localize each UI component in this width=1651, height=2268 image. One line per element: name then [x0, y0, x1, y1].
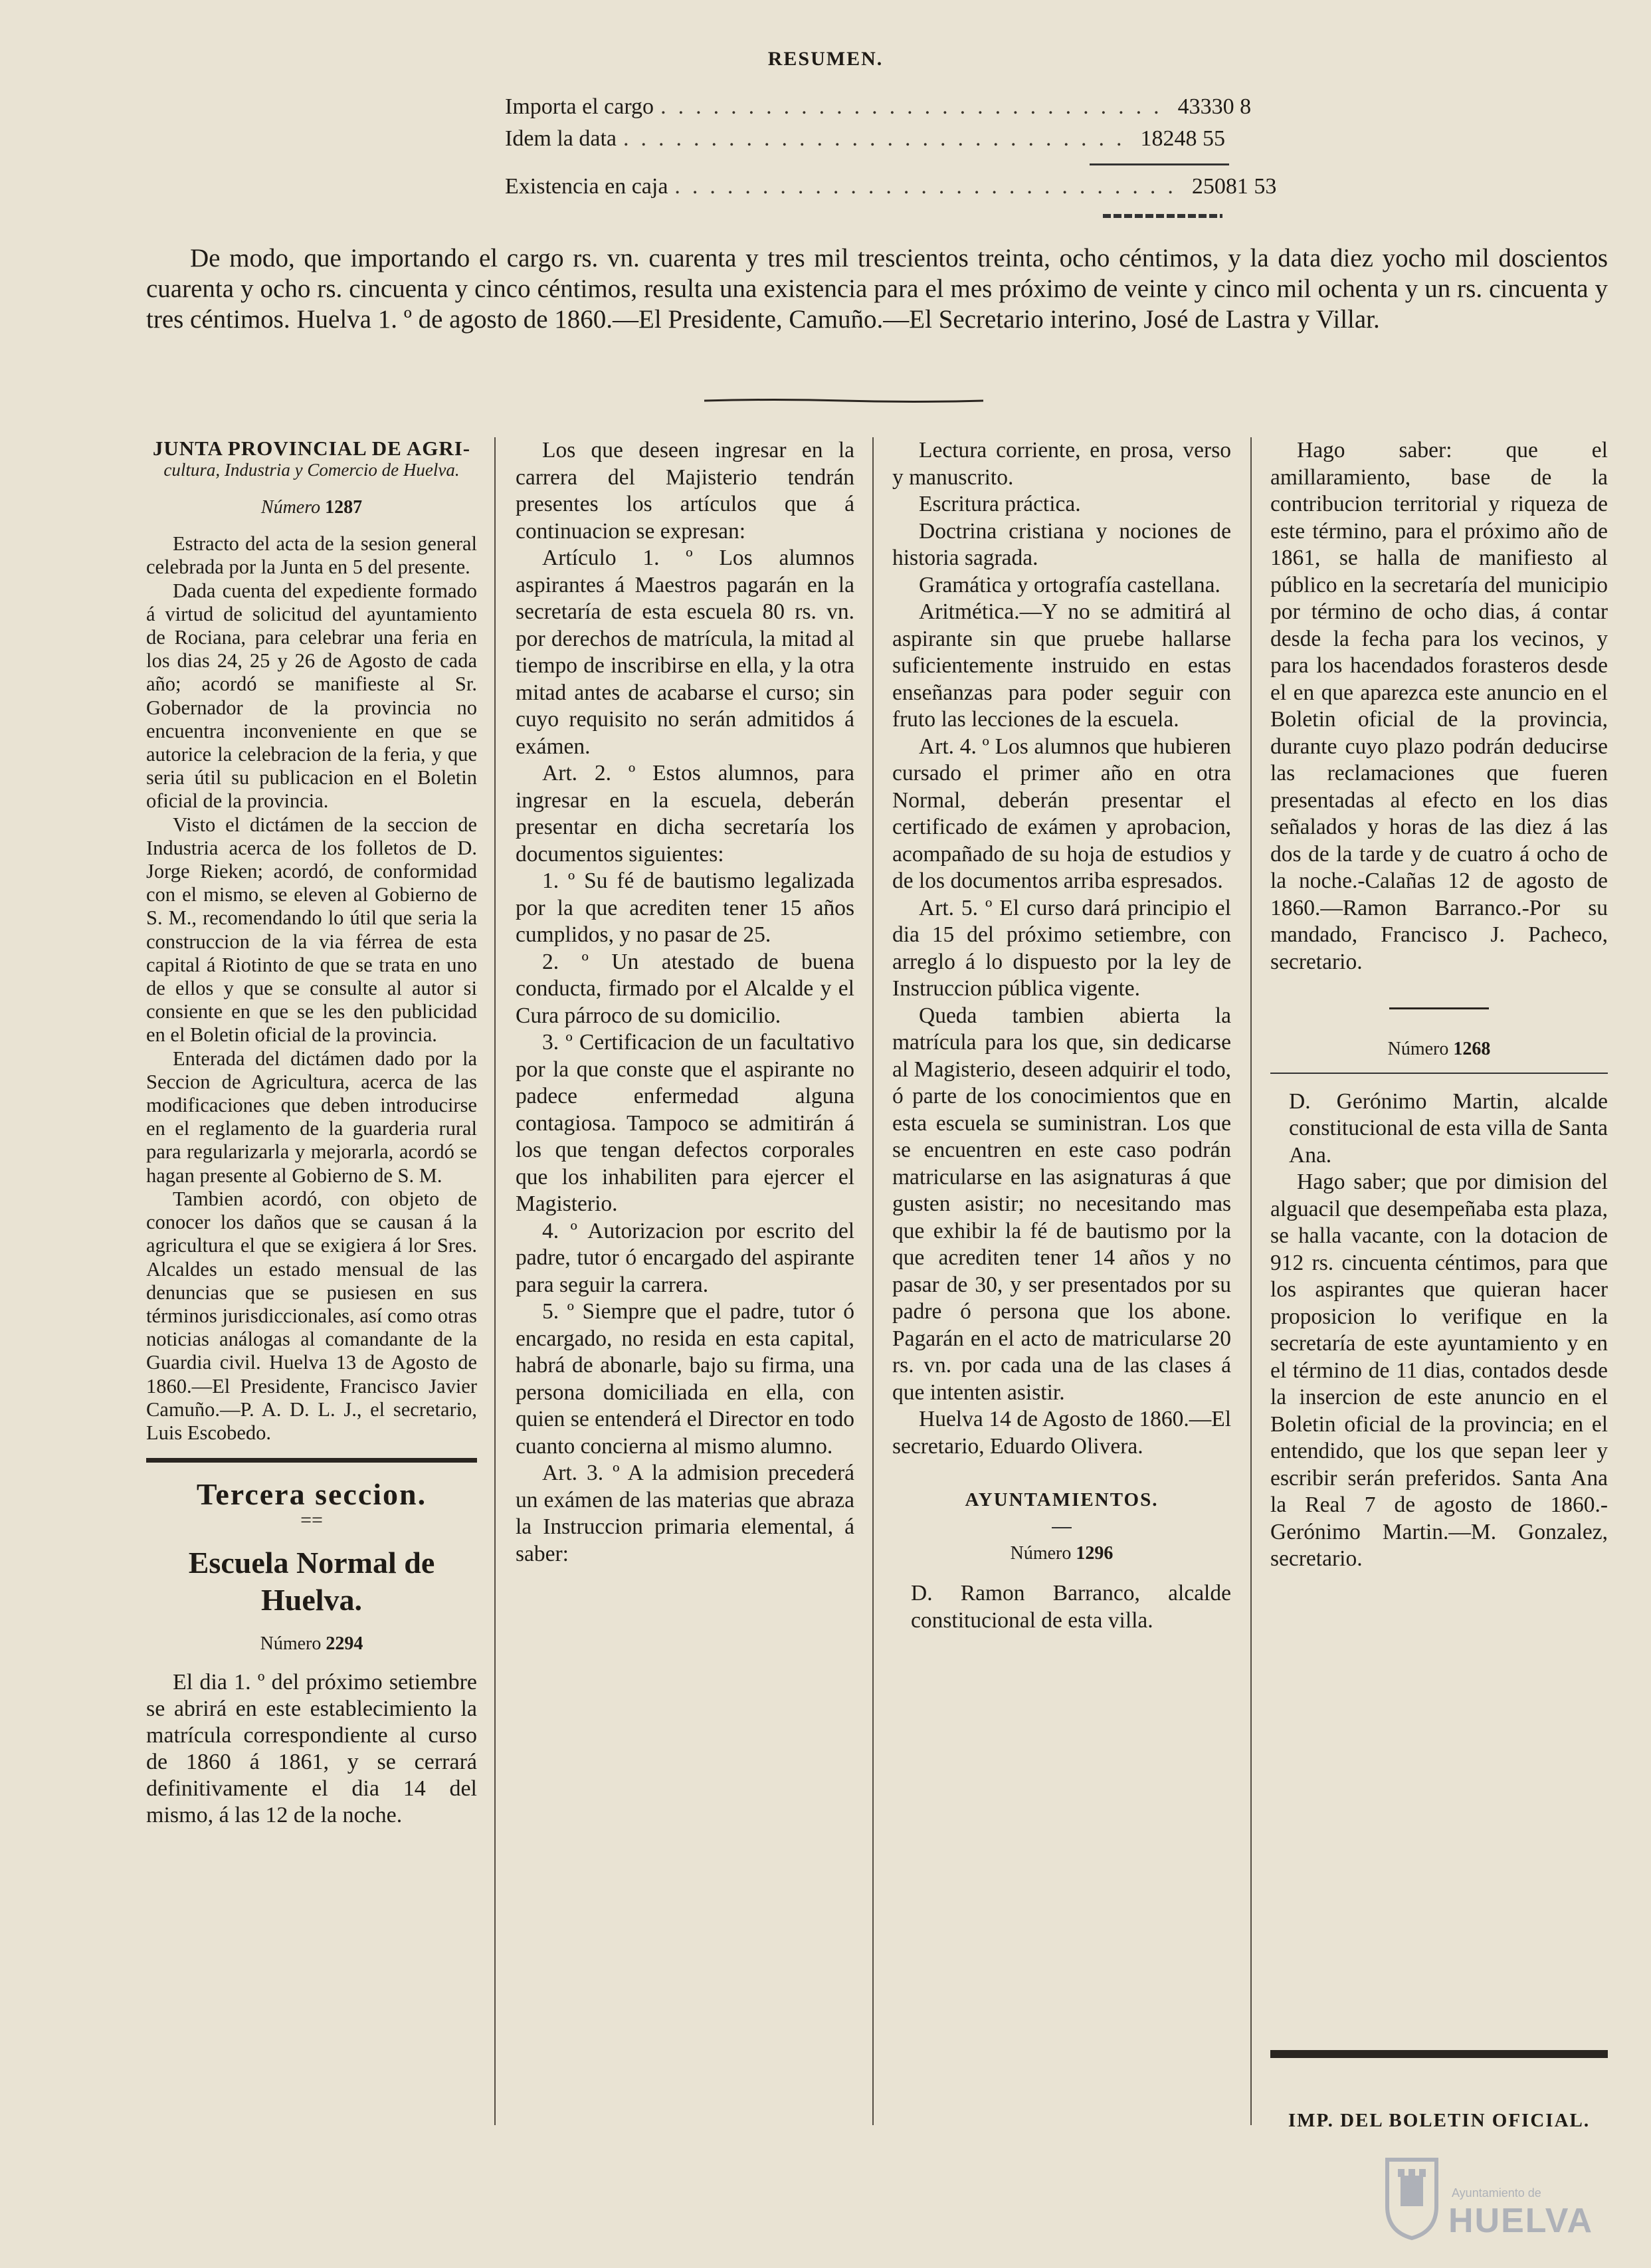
escuela-item: 3. º Certificacion de un facultativo por la que conste que el aspirante no padece enfermedad alguna contagiosa. Tampoco se admitirán á los que tengan defectos corporales que los inhabiliten para ejercer el Magisterio.	[516, 1030, 854, 1216]
junta-paragraph: Tambien acordó, con objeto de conocer los daños que se causan á la agricultura el que se exigiera á lor Sres. Alcaldes un estado mensual de las denuncias que se pusiesen en sus términos jurisdiccionales, así como otras noticias análogas al comandante de la Guardia civil. Huelva 13 de Agosto de 1860.—El Presidente, Francisco Javier Camuño.—P. A. D. L. J., el secretario, Luis Escobedo.	[146, 1187, 477, 1444]
escuela-paragraph: Queda tambien abierta la matrícula para los que, sin dedicarse al Magisterio, deseen adquirir el todo, ó parte de los conocimientos que en esta escuela se suministran. Los que se encuentren en este caso podrán matricularse en las asignaturas á que gusten asistir; no necesitando mas que exhibir la fé de bautismo por la que acrediten tener 14 años y no pasar de 30, y ser presentados por su padre ó persona que los abone. Pagarán en el acto de matricularse 20 rs. vn. por cada una de las clases á que intenten asistir.	[892, 1003, 1231, 1405]
numero-value: 2294	[326, 1633, 363, 1655]
numero-value: 1287	[325, 497, 363, 518]
summary-row-amount: 43330 8	[1177, 94, 1252, 119]
escuela-item: 1. º Su fé de bautismo legalizada por la que acrediten tener 15 años cumplidos, y no pasar de 25.	[516, 869, 854, 947]
ayunt-text: Hago saber: que el amillaramiento, base de la contribucion territorial y riqueza de este término, para el próximo año de 1861, se halla de manifiesto al público en la secretaría del municipio por término de ocho dias, á contar desde la fecha para los vecinos, y para los hacendados forasteros desde el en que aparezca este anuncio en el Boletin oficial de la provincia, durante cuyo plazo podrán deducirse las reclamaciones que fueren presentadas al efecto en los dias señalados y horas de las diez á las dos de la tarde y de cuatro á ocho de la noche.-Calañas 12 de agosto de 1860.—Ramon Barranco.-Por su mandado, Francisco J. Pacheco, secretario.	[1270, 438, 1608, 974]
junta-paragraph: Enterada del dictámen dado por la Seccion de Agricultura, acerca de las modificaciones que deben introducirse en el reglamento de la guarderia rural para regularizarla y mejorarla, acordó se hagan presente al Gobierno de S. M.	[146, 1047, 477, 1187]
escuela-item: 4. º Autorizacion por escrito del padre, tutor ó encargado del aspirante para seguir la carrera.	[516, 1218, 854, 1297]
escuela-item: Lectura corriente, en prosa, verso y manuscrito.	[892, 438, 1231, 490]
escuela-article: Art. 3. º A la admision precederá un exámen de las materias que abraza la Instruccion primaria elemental, á saber:	[516, 1461, 854, 1566]
short-rule	[1389, 1007, 1489, 1009]
escuela-item: 5. º Siempre que el padre, tutor ó encargado, no resida en esta capital, habrá de abonarle, bajo su firma, una persona domiciliada en ella, con quien se entenderá el Director en todo cuanto concierna al mismo alumno.	[516, 1299, 854, 1459]
escuela-item: Gramática y ortografía castellana.	[919, 572, 1220, 597]
numero-label: Número	[260, 1633, 322, 1655]
section-rule	[146, 1458, 477, 1463]
column-divider	[494, 437, 496, 2125]
summary-row-label: Importa el cargo	[505, 94, 654, 119]
junta-subtitle: cultura, Industria y Comercio de Huelva.	[163, 460, 460, 480]
summary-double-rule	[1103, 214, 1222, 218]
escuela-item: 2. º Un atestado de buena conducta, firmado por el Alcalde y el Cura párroco de su domicilio.	[516, 949, 854, 1028]
shield-icon	[1382, 2153, 1442, 2239]
ayunt-header: D. Ramon Barranco, alcalde constitucional de esta villa.	[911, 1581, 1231, 1633]
junta-numero	[146, 496, 477, 519]
summary-row-cargo: Importa el cargo ............................. 43330 8	[505, 94, 1252, 119]
escuela-title: Escuela Normal de Huelva.	[188, 1546, 435, 1617]
junta-paragraph: Dada cuenta del expediente formado á virtud de solicitud del ayuntamiento de Rociana, para celebrar una feria en los dias 24, 25 y 26 de Agosto de cada año; acordó se manifieste al Sr. Gobernador de la provincia no encuentra inconveniente en que se autorice la celebracion de la feria, y que seria útil su publicacion en el Boletin oficial de la provincia.	[146, 579, 477, 813]
bottom-rule	[1270, 2050, 1608, 2058]
escuela-paragraph: Los que deseen ingresar en la carrera del Majisterio tendrán presentes los artículos que á continuacion se expresan:	[516, 438, 854, 544]
escuela-item: Aritmética.—Y no se admitirá al aspirante sin que pruebe hallarse suficientemente instruido en estas enseñanzas para poder seguir con fruto las lecciones de la escuela.	[892, 599, 1231, 732]
numero-label: Número	[1387, 1039, 1449, 1059]
numero-label: Número	[1010, 1542, 1072, 1564]
column-divider	[1250, 437, 1252, 2125]
summary-paragraph: De modo, que importando el cargo rs. vn. cuarenta y tres mil trescientos treinta, ocho céntimos, y la data diez yocho mil doscientos cuarenta y ocho rs. cincuenta y cinco céntimos, resulta una existencia para el mes próximo de veinte y cinco mil ochenta y un rs. cincuenta y tres céntimos. Huelva 1. º de agosto de 1860.—El Presidente, Camuño.—El Secretario interino, José de Lastra y Villar.	[146, 244, 1608, 334]
numero-label: Número	[260, 497, 321, 518]
column-4	[1270, 437, 1608, 1573]
column-1	[146, 437, 477, 1829]
escuela-article: Art. 2. º Estos alumnos, para ingresar en la escuela, deberán presentar en dicha secretaría los documentos siguientes:	[516, 761, 854, 867]
ayuntamientos-heading: AYUNTAMIENTOS.	[965, 1489, 1159, 1510]
escuela-item: Escritura práctica.	[919, 492, 1081, 516]
summary-row-amount: 25081 53	[1191, 174, 1277, 199]
escuela-item: Doctrina cristiana y nociones de historia sagrada.	[892, 518, 1231, 570]
summary-row-existencia: Existencia en caja ............................. 25081 53	[505, 174, 1277, 199]
column-3	[892, 437, 1231, 1634]
ayunt-numero-1268	[1270, 1036, 1608, 1063]
logo-caption-small: Ayuntamiento de	[1452, 2186, 1541, 2200]
escuela-article: Artículo 1. º Los alumnos aspirantes á Maestros pagarán en la secretaría de esta escuela 80 rs. vn. por derechos de matrícula, la mitad al tiempo de inscribirse en ella, y la otra mitad antes de acabarse el curso; sin cuyo requisito no serán admitidos á exámen.	[516, 546, 854, 759]
escuela-article: Art. 4. º Los alumnos que hubieren cursado el primer año en otra Normal, deberán presentar el certificado de exámen y aprobacion, acompañado de su hoja de estudios y de los documentos arriba espresados.	[892, 734, 1231, 893]
column-2	[516, 437, 854, 1568]
imprenta-footer: IMP. DEL BOLETIN OFICIAL.	[1288, 2110, 1591, 2131]
ornamental-rule	[704, 399, 983, 403]
summary-row-label: Existencia en caja	[505, 174, 668, 199]
ayunt-text: Hago saber; que por dimision del alguacil que desempeñaba esta plaza, se halla vacante, con la dotacion de 912 rs. cincuenta céntimos, para que los aspirantes que quieran hacer proposicion lo verifique en la secretaría de este ayuntamiento y en el término de 11 dias, contados desde la insercion de este anuncio en el Boletin oficial de la provincia; en el entendido, que los que sepan leer y escribir serán preferidos. Santa Ana la Real 7 de agosto de 1860.-Gerónimo Martin.—M. Gonzalez, secretario.	[1270, 1170, 1608, 1571]
junta-title: JUNTA PROVINCIAL DE AGRI-	[152, 437, 471, 460]
ayunt-numero-1296	[892, 1540, 1231, 1568]
escuela-numero	[146, 1632, 477, 1655]
summary-row-amount: 18248 55	[1140, 126, 1226, 151]
escuela-article: Art. 5. º El curso dará principio el dia 15 del próximo setiembre, con arreglo á lo dispuesto por la ley de Instruccion pública vigente.	[892, 895, 1231, 1001]
junta-heading	[146, 437, 477, 481]
summary-row-label: Idem la data	[505, 126, 617, 151]
junta-paragraph: Estracto del acta de la sesion general celebrada por la Junta en 5 del presente.	[146, 532, 477, 579]
column-divider	[872, 437, 874, 2125]
numero-value: 1296	[1076, 1542, 1114, 1564]
ayunt-header: D. Gerónimo Martin, alcalde constitucional de esta villa de Santa Ana.	[1289, 1088, 1608, 1168]
resumen-title: RESUMEN.	[767, 48, 884, 70]
summary-row-data: Idem la data ............................. 18248 55	[505, 126, 1226, 151]
huelva-logo	[1382, 2140, 1601, 2253]
thin-rule	[1270, 1073, 1608, 1074]
numero-value: 1268	[1453, 1039, 1491, 1059]
seccion-mark: ==	[300, 1509, 323, 1532]
escuela-signature: Huelva 14 de Agosto de 1860.—El secretario, Eduardo Olivera.	[892, 1407, 1231, 1459]
small-rule	[1052, 1527, 1072, 1528]
seccion-heading: Tercera seccion.	[196, 1477, 427, 1512]
logo-caption-big: HUELVA	[1448, 2202, 1594, 2240]
escuela-paragraph: El dia 1. º del próximo setiembre se abrirá en este establecimiento la matrícula correspondiente al curso de 1860 á 1861, y se cerrará definitivamente el dia 14 del mismo, á las 12 de la noche.	[146, 1669, 477, 1827]
summary-rule	[1090, 163, 1229, 165]
junta-paragraph: Visto el dictámen de la seccion de Industria acerca de los folletos de D. Jorge Rieken; acordó, de conformidad con el mismo, se eleven al Gobierno de S. M., recomendando lo útil que seria la construccion de la via férrea de esta capital á Riotinto de que se trata en uno de ellos y que se consulte al autor si consiente en que se les den publicidad en el Boletin oficial de la provincia.	[146, 813, 477, 1047]
